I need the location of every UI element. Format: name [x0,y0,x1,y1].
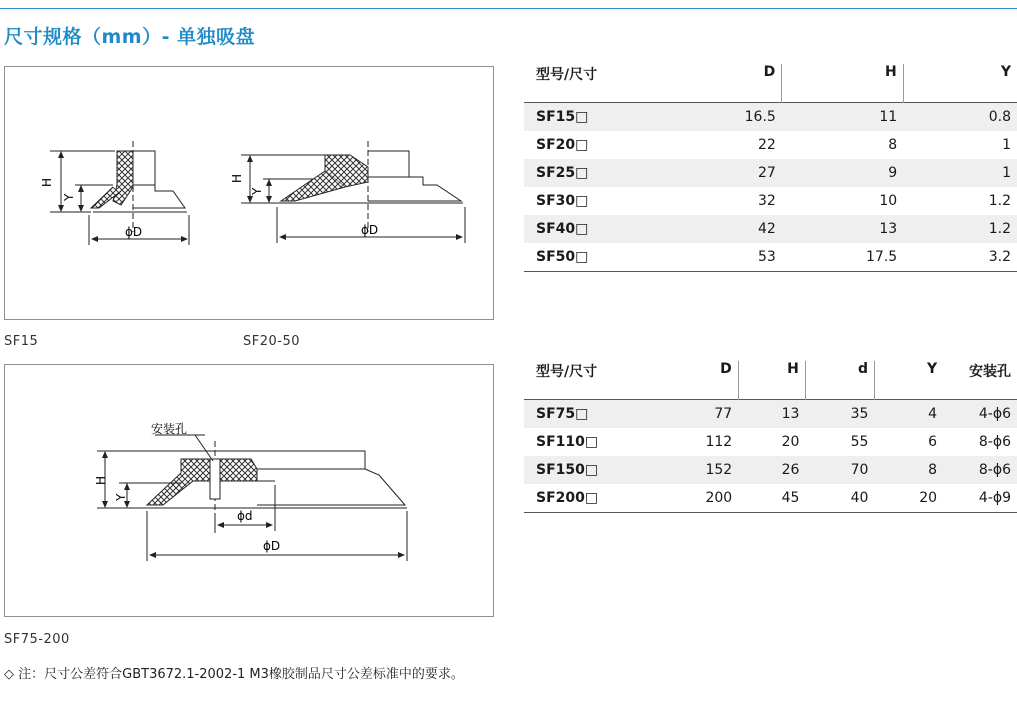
value-cell: 70 [850,462,869,478]
table-header-row [524,361,1017,400]
model-cell: 11 [879,109,898,125]
value-cell: SF20□ [536,137,589,153]
header-h: H [738,361,805,400]
header-y: Y [903,64,1017,103]
value-cell: 1.2 [988,193,1011,209]
sf75-y-label: Y [114,493,128,501]
value-cell: 17.5 [865,249,898,265]
model-cell: 35 [850,406,869,422]
value-cell: SF30□ [536,193,589,209]
value-cell: 8-ϕ6 [978,462,1011,478]
sf15-drawing [50,141,189,245]
value-cell: 1 [1002,165,1011,181]
mounting-hole-label: 安装孔 [151,422,188,436]
value-cell: 8 [888,137,898,153]
header-model: 型号/尺寸 [536,364,598,380]
header-h: H [782,64,903,103]
value-cell: SF150□ [536,462,599,478]
header-small-d: d [805,361,874,400]
value-cell: SF25□ [536,165,589,181]
sf20-h-label: H [230,173,244,183]
value-cell: SF110□ [536,434,599,450]
sf75-h-label: H [94,475,108,485]
sf75-small-d-label: ϕd [237,509,253,523]
table-row [524,484,1017,513]
value-cell: 53 [757,249,776,265]
cup-drawing-small [5,67,493,319]
model-cell: SF15□ [536,109,589,125]
value-cell: 1.2 [988,221,1011,237]
value-cell: SF40□ [536,221,589,237]
table-row [524,428,1017,456]
header-d: D [763,64,776,80]
drawing-panel-small [4,66,494,320]
spec-table-large [524,361,1017,513]
spec-table-small [524,64,1017,272]
tolerance-note: ◇ 注：尺寸公差符合GBT3672.1-2002-1 M3橡胶制品尺寸公差标准中的要求。 [4,667,464,682]
header-hole: 安装孔 [969,364,1011,380]
table-row [524,400,1017,429]
value-cell: 20 [919,490,938,506]
value-cell: 4-ϕ9 [978,490,1011,506]
header-d: D [720,361,732,377]
value-cell: 8-ϕ6 [978,434,1011,450]
sf15-d-label: ϕD [125,225,143,239]
value-cell: 1 [1002,137,1011,153]
value-cell: 3.2 [988,249,1011,265]
value-cell: 22 [757,137,776,153]
caption-sf20-50: SF20-50 [243,334,301,349]
table-row [524,159,1017,187]
table-row [524,131,1017,159]
cup-drawing-large [5,365,493,616]
value-cell: 45 [781,490,800,506]
value-cell: 152 [705,462,733,478]
value-cell: 27 [757,165,776,181]
table-row [524,456,1017,484]
table-row [524,215,1017,243]
caption-sf75-200: SF75-200 [4,632,70,647]
model-cell: 16.5 [744,109,776,125]
sf20-50-drawing [241,141,465,243]
header-model: 型号/尺寸 [536,67,598,83]
value-cell: 112 [705,434,733,450]
value-cell: SF200□ [536,490,599,506]
value-cell: 55 [850,434,869,450]
sf20-y-label: Y [250,187,264,195]
sf75-d-label: ϕD [263,539,281,553]
model-cell: 4 [928,406,938,422]
value-cell: 42 [757,221,776,237]
top-rule [0,8,1017,9]
value-cell: 6 [928,434,938,450]
model-cell: 77 [714,406,733,422]
value-cell: 40 [850,490,869,506]
page-title: 尺寸规格（mm）- 单独吸盘 [4,26,256,48]
value-cell: SF50□ [536,249,589,265]
value-cell: 8 [928,462,938,478]
table-row [524,187,1017,215]
header-y: Y [874,361,943,400]
value-cell: 9 [888,165,898,181]
table-header-row [524,64,1017,103]
table-row [524,103,1017,132]
value-cell: 10 [879,193,898,209]
caption-sf15: SF15 [4,334,39,349]
table-row [524,243,1017,272]
sf20-d-label: ϕD [361,223,379,237]
drawing-panel-large [4,364,494,617]
value-cell: 32 [757,193,776,209]
value-cell: 13 [879,221,898,237]
model-cell: 0.8 [988,109,1011,125]
value-cell: 26 [781,462,800,478]
model-cell: 4-ϕ6 [978,406,1011,422]
model-cell: 13 [781,406,800,422]
sf15-y-label: Y [62,193,76,201]
value-cell: 20 [781,434,800,450]
model-cell: SF75□ [536,406,589,422]
value-cell: 200 [705,490,733,506]
sf15-h-label: H [40,177,54,187]
